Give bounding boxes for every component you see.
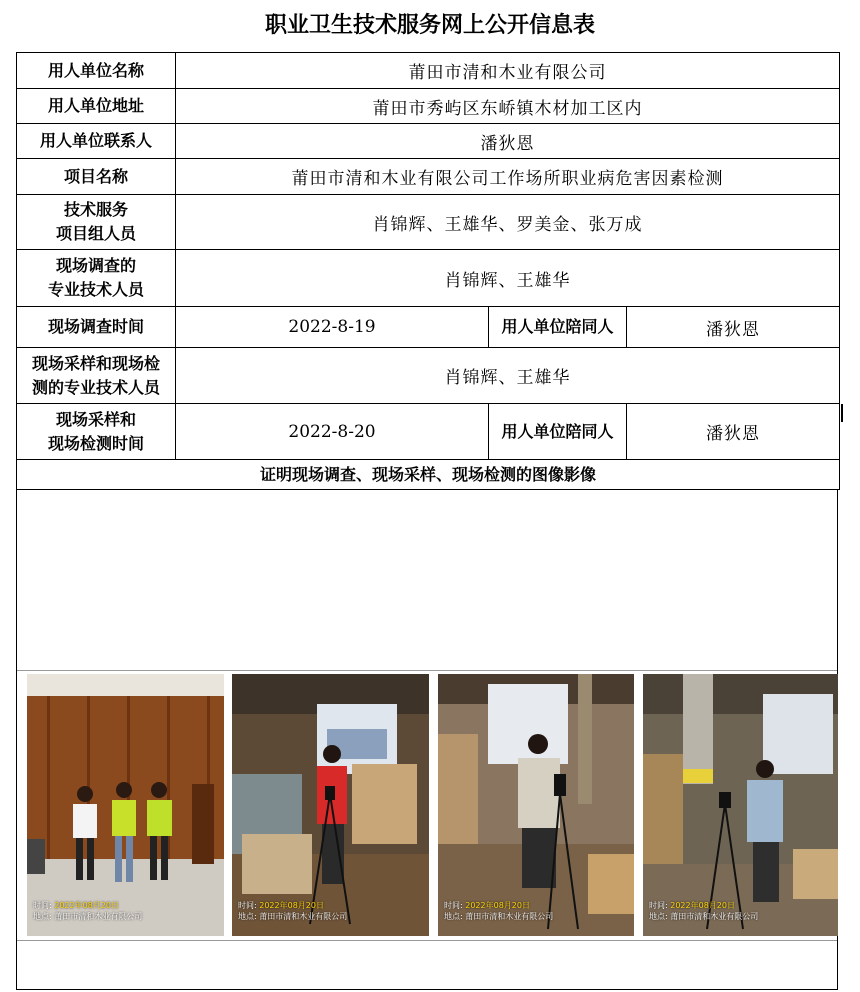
image-top-divider (17, 670, 837, 671)
unit-name-label: 用人单位名称 (17, 53, 176, 89)
sampling-staff-label-line1: 现场采样和现场检 (31, 353, 160, 373)
photo-sampling-3-image (643, 674, 838, 936)
images-header: 证明现场调查、现场采样、现场检测的图像影像 (17, 460, 840, 490)
photo-team-image (27, 674, 224, 936)
team-value: 肖锦辉、王雄华、罗美金、张万成 (176, 195, 840, 250)
sampling-staff-value: 肖锦辉、王雄华 (176, 348, 840, 404)
row-sampling-time (17, 404, 840, 460)
sampling-time-label-line2: 现场检测时间 (47, 433, 144, 453)
unit-address-label: 用人单位地址 (17, 89, 176, 124)
photo-team-stamp: 时间: 2022年08月20日 地点: 莆田市清和木业有限公司 (33, 901, 143, 921)
team-label-line1: 技术服务 (63, 200, 128, 219)
sampling-accomp-value: 潘狄恩 (627, 404, 840, 460)
photo-sampling-2 (438, 674, 634, 936)
survey-staff-label-line2: 专业技术人员 (47, 280, 144, 299)
unit-contact-value: 潘狄恩 (176, 124, 840, 159)
sampling-staff-label-line2: 测的专业技术人员 (31, 377, 160, 397)
survey-accomp-label: 用人单位陪同人 (489, 307, 627, 348)
sampling-accomp-label: 用人单位陪同人 (489, 404, 627, 460)
project-name-value: 莆田市清和木业有限公司工作场所职业病危害因素检测 (176, 159, 840, 195)
project-name-label: 项目名称 (17, 159, 176, 195)
team-label (17, 195, 176, 250)
photo-sampling-2-stamp: 时间: 2022年08月20日 地点: 莆田市清和木业有限公司 (444, 901, 554, 921)
row-survey-time (17, 307, 840, 348)
unit-name-value: 莆田市清和木业有限公司 (176, 53, 840, 89)
survey-staff-value: 肖锦辉、王雄华 (176, 250, 840, 307)
photo-sampling-2-image (438, 674, 634, 936)
row-unit-address (17, 89, 840, 124)
survey-staff-label (17, 250, 176, 307)
image-bottom-divider (17, 940, 837, 941)
sampling-time-value: 2022-8-20 (176, 404, 489, 460)
document-title: 职业卫生技术服务网上公开信息表 (264, 13, 595, 38)
photo-sampling-3-stamp: 时间: 2022年08月20日 地点: 莆田市清和木业有限公司 (649, 901, 759, 921)
row-project-name (17, 159, 840, 195)
sampling-time-label-line1: 现场采样和 (55, 409, 136, 429)
survey-accomp-value: 潘狄恩 (627, 307, 840, 348)
row-unit-contact (17, 124, 840, 159)
row-images-header (17, 460, 840, 490)
photo-team (27, 674, 224, 936)
images-area (16, 490, 838, 990)
row-unit-name (17, 53, 840, 89)
unit-contact-label: 用人单位联系人 (17, 124, 176, 159)
photo-sampling-1 (232, 674, 429, 936)
survey-staff-label-line1: 现场调查的 (55, 256, 136, 275)
row-survey-staff (17, 250, 840, 307)
survey-time-value: 2022-8-19 (176, 307, 489, 348)
margin-mark (841, 404, 843, 422)
survey-time-label: 现场调查时间 (17, 307, 176, 348)
row-sampling-staff (17, 348, 840, 404)
photo-sampling-3 (643, 674, 838, 936)
sampling-staff-label (17, 348, 176, 404)
info-table (16, 52, 840, 490)
row-team (17, 195, 840, 250)
photo-sampling-1-image (232, 674, 429, 936)
sampling-time-label (17, 404, 176, 460)
photo-sampling-1-stamp: 时间: 2022年08月20日 地点: 莆田市清和木业有限公司 (238, 901, 348, 921)
team-label-line2: 项目组人员 (55, 224, 136, 243)
unit-address-value: 莆田市秀屿区东峤镇木材加工区内 (176, 89, 840, 124)
